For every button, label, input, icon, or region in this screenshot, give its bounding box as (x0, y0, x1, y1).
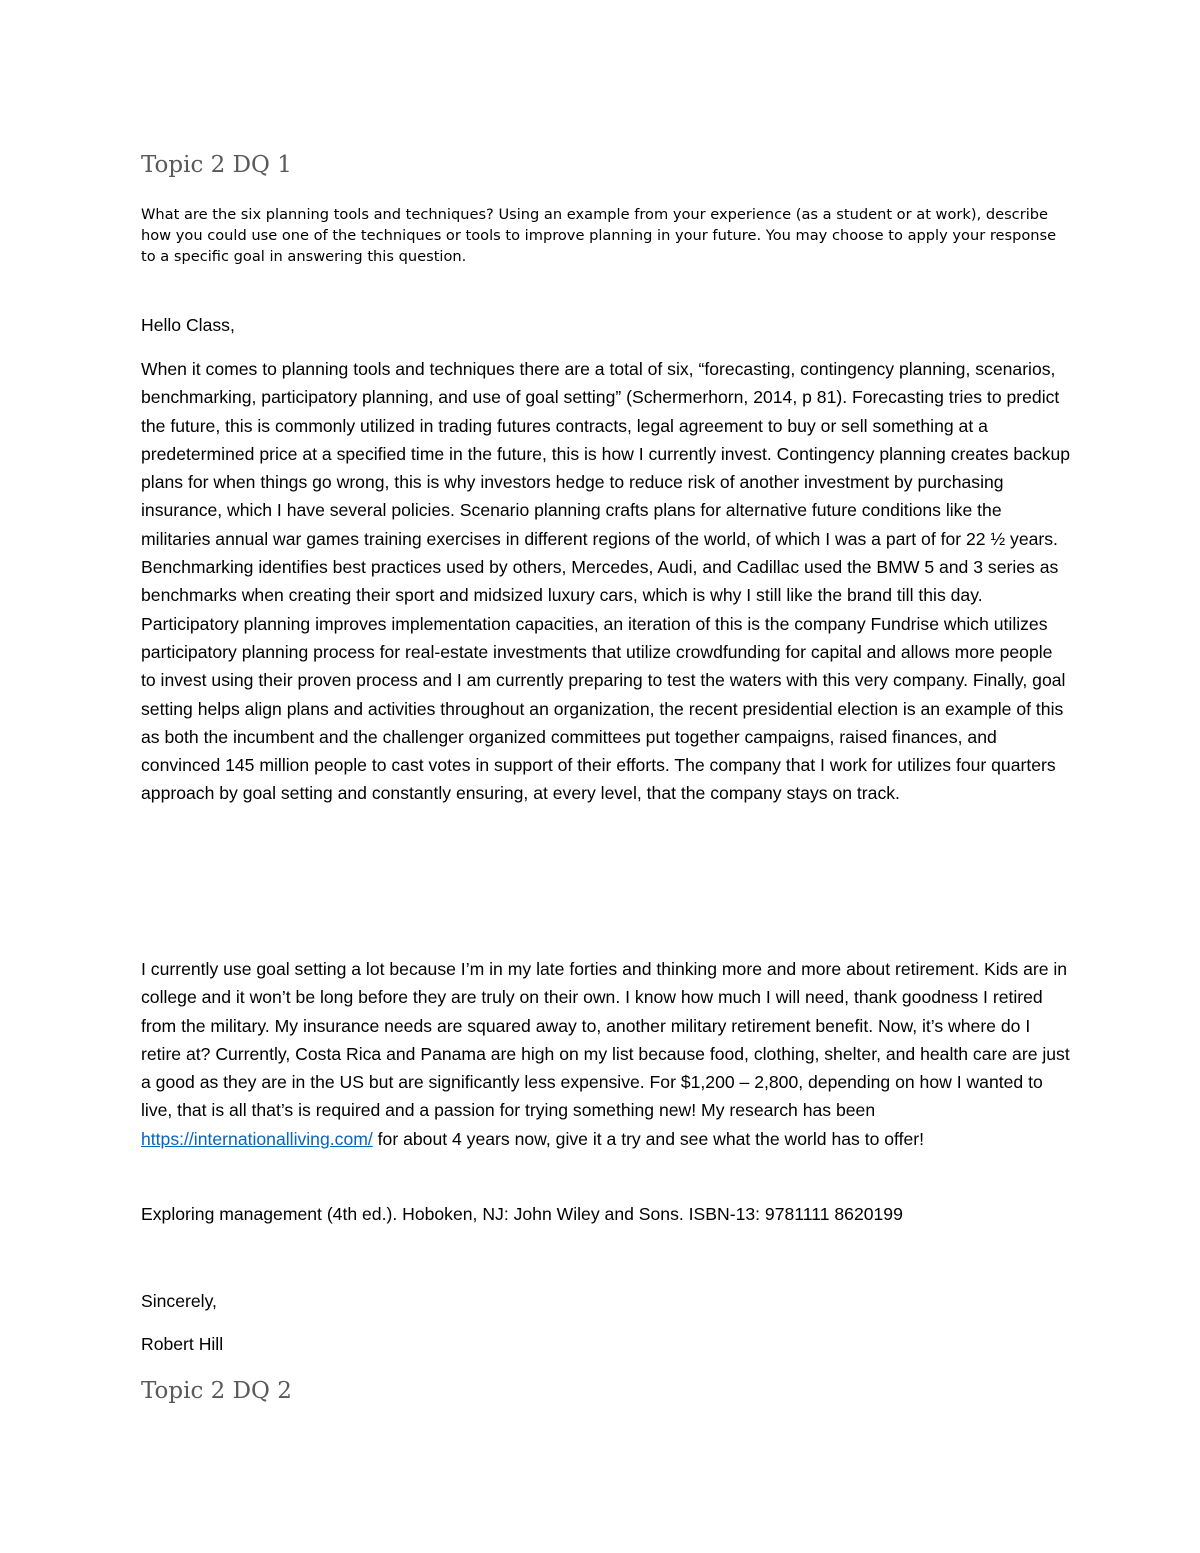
closing: Sincerely, (141, 1291, 217, 1311)
signature: Robert Hill (141, 1334, 224, 1354)
response-paragraph-2 (141, 955, 1071, 1153)
response-paragraph-1: When it comes to planning tools and techniques there are a total of six, “forecasting, contingency planning, scenarios, benchmarking, participatory planning, and use of goal setting” (Schermerhorn, 2014, p 81). Forecasting tries to predict the future, this is commonly utilized in trading futures contracts, legal agreement to buy or sell something at a predetermined price at a specified time in the future, this is how I currently invest. Contingency planning creates backup plans for when things go wrong, this is why investors hedge to reduce risk of another investment by purchasing insurance, which I have several policies. Scenario planning crafts plans for alternative future conditions like the militaries annual war games training exercises in different regions of the world, of which I was a part of for 22 ½ years. Benchmarking identifies best practices used by others, Mercedes, Audi, and Cadillac used the BMW 5 and 3 series as benchmarks when creating their sport and midsized luxury cars, which is why I still like the brand till this day. Participatory planning improves implementation capacities, an iteration of this is the company Fundrise which utilizes participatory planning process for real-estate investments that utilize crowdfunding for capital and allows more people to invest using their proven process and I am currently preparing to test the waters with this very company. Finally, goal setting helps align plans and activities throughout an organization, the recent presidential election is an example of this as both the incumbent and the challenger organized committees put together campaigns, raised finances, and convinced 145 million people to cast votes in support of their efforts. The company that I work for utilizes four quarters approach by goal setting and constantly ensuring, at every level, that the company stays on track. (141, 359, 1071, 804)
paragraph-2-text: I currently use goal setting a lot because I’m in my late forties and thinking more and more about retirement. Kids are in college and it won’t be long before they are truly on their own. I know how much I will need, thank goodness I retired from the military. My insurance needs are squared away to, another military retirement benefit. Now, it’s where do I retire at? Currently, Costa Rica and Panama are high on my list because food, clothing, shelter, and health care are just a good as they are in the US but are significantly less expensive. For $1,200 – 2,800, depending on how I wanted to live, that is all that’s is required and a passion for trying something new! My research has been (141, 959, 1070, 1121)
topic-heading-2: Topic 2 DQ 2 (141, 1378, 292, 1404)
international-living-link[interactable]: https://internationalliving.com/ (141, 1128, 373, 1149)
greeting: Hello Class, (141, 315, 235, 335)
citation: Exploring management (4th ed.). Hoboken, NJ: John Wiley and Sons. ISBN-13: 9781111 8620199 (141, 1204, 903, 1224)
discussion-question: What are the six planning tools and techniques? Using an example from your experience (as a student or at work), describe how you could use one of the techniques or tools to improve planning in your future. You may choose to apply your response to a specific goal in answering this question. (141, 206, 1057, 265)
topic-heading-1: Topic 2 DQ 1 (141, 152, 292, 178)
paragraph-2-end-text: for about 4 years now, give it a try and see what the world has to offer! (372, 1128, 925, 1149)
